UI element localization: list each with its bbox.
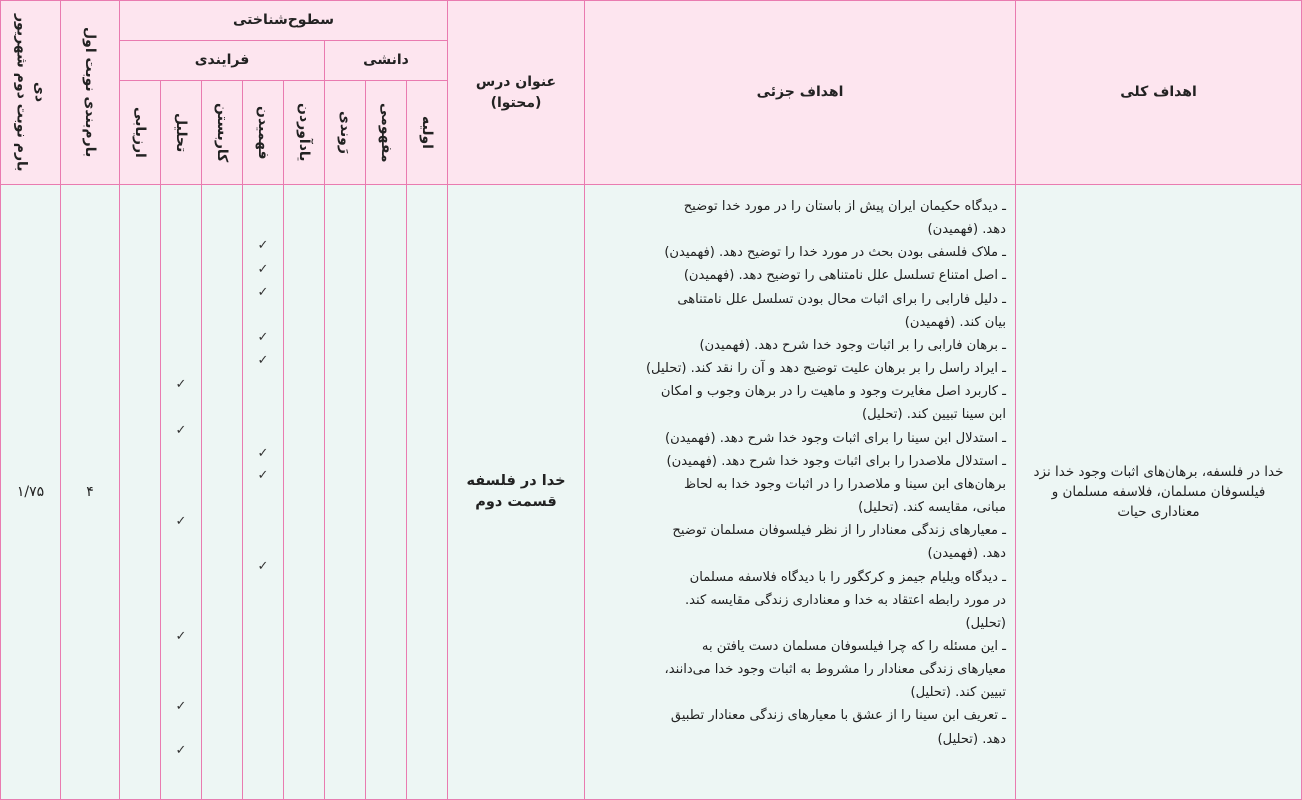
- header-applying-label: کاربستن: [214, 102, 231, 163]
- check-mark: ✓: [257, 285, 269, 300]
- check-mark: ✓: [257, 559, 269, 574]
- objective-line: ـ کاربرد اصل مغایرت وجود و ماهیت را در برهان وجوب و امکان: [660, 384, 1006, 400]
- header-cognitive-levels-label: سطوح‌شناختی: [233, 12, 334, 29]
- applying-cell: [201, 184, 243, 800]
- header-remembering-label: یادآوردن: [296, 103, 313, 162]
- header-remembering: [283, 80, 325, 185]
- objective-line: ـ اصل امتناع تسلسل علل نامتناهی را توضیح دهد. (فهمیدن): [683, 268, 1006, 284]
- header-partial-goals: [584, 0, 1016, 185]
- procedural-cell: [324, 184, 366, 800]
- partial-goals-cell: [584, 184, 1016, 800]
- check-mark: ✓: [175, 514, 187, 529]
- check-mark: ✓: [175, 423, 187, 438]
- objective-line: ـ دیدگاه حکیمان ایران پیش از باستان را در مورد خدا توضیح: [683, 199, 1006, 214]
- header-lesson-title-line1: عنوان درس: [475, 74, 557, 91]
- objective-line: بیان کند. (فهمیدن): [904, 314, 1006, 330]
- objective-line: ـ معیارهای زندگی معنادار را از نظر فیلسوفان مسلمان توضیح: [672, 523, 1006, 539]
- score-first-cell: [60, 184, 120, 800]
- objectives-list: [585, 185, 1015, 751]
- header-lesson-title-line2: (محتوا): [490, 94, 542, 111]
- header-score-first-label: بارم‌بندی نوبت اول: [82, 27, 99, 158]
- score-second-cell: [0, 184, 61, 800]
- header-primary: [406, 80, 448, 185]
- header-knowledge-label: دانشی: [363, 52, 409, 69]
- objective-line: ـ استدلال ابن سینا را برای اثبات وجود خدا شرح دهد. (فهمیدن): [665, 430, 1006, 446]
- score-first-value: ۴: [86, 484, 94, 500]
- general-goal-cell: [1015, 184, 1302, 800]
- check-mark: ✓: [257, 262, 269, 277]
- header-score-second-line1: بارم نوبت دوم شهریور: [13, 13, 30, 172]
- header-procedural-label: رَوندی: [337, 111, 354, 154]
- objective-line: ـ ایراد راسل را بر برهان علیت توضیح دهد و آن را نقد کند. (تحلیل): [645, 361, 1006, 377]
- header-evaluation: [119, 80, 161, 185]
- header-score-second-line2: دی: [31, 82, 48, 103]
- objective-line: مبانی، مقایسه کند. (تحلیل): [858, 500, 1006, 516]
- header-analysis: [160, 80, 202, 185]
- header-score-first: [60, 0, 120, 185]
- header-cognitive-levels: [119, 0, 448, 41]
- lesson-title-line2: قسمت دوم: [475, 494, 557, 510]
- objective-line: دهد. (تحلیل): [937, 731, 1006, 747]
- header-procedural: [324, 80, 366, 185]
- objective-line: ـ این مسئله را که چرا فیلسوفان مسلمان دست یافتن به: [701, 638, 1006, 654]
- objective-line: ابن سینا تبیین کند. (تحلیل): [862, 407, 1006, 423]
- objective-line: ـ ملاک فلسفی بودن بحث در مورد خدا را توضیح دهد. (فهمیدن): [664, 245, 1006, 261]
- header-evaluation-label: ارزیابی: [132, 107, 149, 158]
- remembering-cell: [283, 184, 325, 800]
- header-knowledge: [324, 40, 448, 81]
- header-lesson-title: [447, 0, 585, 185]
- objective-line: ـ دیدگاه ویلیام جیمز و کرکگور را با دیدگاه فلاسفه مسلمان: [689, 569, 1006, 585]
- check-mark: ✓: [257, 330, 269, 345]
- header-conceptual-label: مفهومی: [378, 102, 395, 163]
- header-primary-label: اولیه: [419, 116, 436, 149]
- header-understanding: [242, 80, 284, 185]
- header-partial-goals-label: اهداف جزئی: [756, 84, 844, 101]
- check-mark: ✓: [257, 353, 269, 368]
- objective-line: دهد. (فهمیدن): [927, 546, 1006, 562]
- check-mark: ✓: [257, 238, 269, 253]
- header-general-goals: [1015, 0, 1302, 185]
- header-general-goals-label: اهداف کلی: [1120, 84, 1197, 101]
- lesson-title-cell: [447, 184, 585, 800]
- objective-line: تبیین کند. (تحلیل): [910, 685, 1006, 701]
- header-analysis-label: تحلیل: [173, 112, 190, 153]
- evaluation-cell: [119, 184, 161, 800]
- check-mark: ✓: [175, 377, 187, 392]
- check-mark: ✓: [257, 446, 269, 461]
- objective-line: برهان‌های ابن سینا و ملاصدرا را در اثبات وجود خدا به لحاظ: [683, 476, 1006, 492]
- header-understanding-label: فهمیدن: [255, 105, 272, 160]
- general-goal-text: خدا در فلسفه، برهان‌های اثبات وجود خدا نزد فیلسوفان مسلمان، فلاسفه مسلمان و معناداری حیات: [1033, 464, 1284, 520]
- header-conceptual: [365, 80, 407, 185]
- primary-cell: [406, 184, 448, 800]
- check-mark: ✓: [175, 629, 187, 644]
- header-score-second: [0, 0, 61, 185]
- header-process-label: فرایندی: [194, 52, 250, 69]
- objective-line: ـ دلیل فارابی را برای اثبات محال بودن تسلسل علل نامتناهی: [677, 291, 1006, 307]
- objective-line: دهد. (فهمیدن): [927, 222, 1006, 238]
- conceptual-cell: [365, 184, 407, 800]
- objective-line: ـ برهان فارابی را بر اثبات وجود خدا شرح دهد. (فهمیدن): [699, 337, 1006, 353]
- check-mark: ✓: [257, 468, 269, 483]
- objective-line: ـ استدلال ملاصدرا را برای اثبات وجود خدا شرح دهد. (فهمیدن): [666, 453, 1006, 469]
- header-process: [119, 40, 325, 81]
- objective-line: در مورد رابطه اعتقاد به خدا و معناداری زندگی مقایسه کند.: [684, 592, 1006, 608]
- check-mark: ✓: [175, 743, 187, 758]
- objective-line: معیارهای زندگی معنادار را مشروط به اثبات وجود خدا می‌دانند،: [664, 662, 1006, 678]
- check-mark: ✓: [175, 699, 187, 714]
- score-second-value: ۱/۷۵: [16, 484, 45, 500]
- header-applying: [201, 80, 243, 185]
- objective-line: ـ تعریف ابن سینا را از عشق با معیارهای زندگی معنادار تطبیق: [670, 708, 1006, 724]
- objective-line: (تحلیل): [965, 615, 1006, 631]
- lesson-title-line1: خدا در فلسفه: [466, 473, 566, 489]
